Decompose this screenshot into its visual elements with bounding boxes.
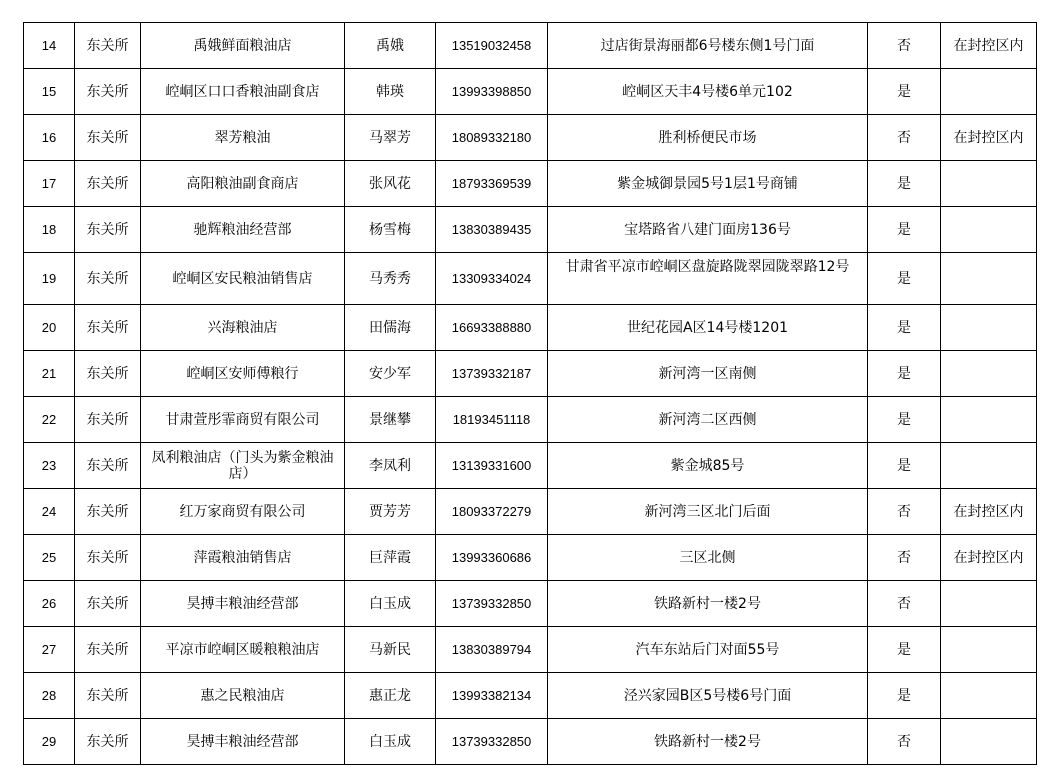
cell-row-number: 16 bbox=[24, 115, 75, 161]
table-row bbox=[24, 627, 1037, 673]
cell-shop-name: 惠之民粮油店 bbox=[141, 673, 345, 719]
cell-note bbox=[941, 397, 1037, 443]
table-row bbox=[24, 207, 1037, 253]
cell-unit: 东关所 bbox=[75, 443, 141, 489]
cell-contact-person: 惠正龙 bbox=[345, 673, 436, 719]
cell-row-number: 17 bbox=[24, 161, 75, 207]
shops-table bbox=[23, 22, 1037, 765]
table-row bbox=[24, 397, 1037, 443]
cell-unit: 东关所 bbox=[75, 207, 141, 253]
cell-row-number: 29 bbox=[24, 719, 75, 765]
cell-row-number: 28 bbox=[24, 673, 75, 719]
cell-unit: 东关所 bbox=[75, 489, 141, 535]
cell-phone: 13993398850 bbox=[436, 69, 548, 115]
cell-shop-name: 崆峒区口口香粮油副食店 bbox=[141, 69, 345, 115]
cell-phone: 13309334024 bbox=[436, 253, 548, 305]
cell-contact-person: 巨萍霞 bbox=[345, 535, 436, 581]
cell-phone: 13830389794 bbox=[436, 627, 548, 673]
cell-contact-person: 白玉成 bbox=[345, 719, 436, 765]
cell-open-status: 否 bbox=[868, 535, 941, 581]
cell-contact-person: 安少军 bbox=[345, 351, 436, 397]
cell-shop-name: 平凉市崆峒区暖粮粮油店 bbox=[141, 627, 345, 673]
cell-open-status: 是 bbox=[868, 69, 941, 115]
cell-row-number: 27 bbox=[24, 627, 75, 673]
cell-open-status: 否 bbox=[868, 489, 941, 535]
cell-contact-person: 白玉成 bbox=[345, 581, 436, 627]
table-row bbox=[24, 305, 1037, 351]
cell-unit: 东关所 bbox=[75, 351, 141, 397]
cell-contact-person: 田儒海 bbox=[345, 305, 436, 351]
cell-unit: 东关所 bbox=[75, 719, 141, 765]
cell-phone: 16693388880 bbox=[436, 305, 548, 351]
cell-address: 紫金城85号 bbox=[548, 443, 868, 489]
cell-shop-name: 禹娥鲜面粮油店 bbox=[141, 23, 345, 69]
cell-shop-name: 翠芳粮油 bbox=[141, 115, 345, 161]
cell-phone: 13993382134 bbox=[436, 673, 548, 719]
table-row bbox=[24, 535, 1037, 581]
cell-unit: 东关所 bbox=[75, 535, 141, 581]
cell-note bbox=[941, 673, 1037, 719]
cell-shop-name: 昊搏丰粮油经营部 bbox=[141, 581, 345, 627]
table-row bbox=[24, 443, 1037, 489]
cell-open-status: 是 bbox=[868, 351, 941, 397]
cell-open-status: 否 bbox=[868, 115, 941, 161]
cell-row-number: 26 bbox=[24, 581, 75, 627]
cell-open-status: 否 bbox=[868, 581, 941, 627]
cell-note bbox=[941, 443, 1037, 489]
cell-row-number: 15 bbox=[24, 69, 75, 115]
cell-shop-name: 凤利粮油店（门头为紫金粮油店） bbox=[141, 443, 345, 489]
cell-shop-name: 昊搏丰粮油经营部 bbox=[141, 719, 345, 765]
table-row bbox=[24, 161, 1037, 207]
table-row bbox=[24, 69, 1037, 115]
cell-shop-name: 甘肃萱彤霏商贸有限公司 bbox=[141, 397, 345, 443]
cell-address: 甘肃省平凉市崆峒区盘旋路陇翠园陇翠路12号 bbox=[548, 253, 868, 305]
cell-row-number: 23 bbox=[24, 443, 75, 489]
cell-open-status: 是 bbox=[868, 161, 941, 207]
cell-note: 在封控区内 bbox=[941, 489, 1037, 535]
cell-row-number: 21 bbox=[24, 351, 75, 397]
cell-address: 世纪花园A区14号楼1201 bbox=[548, 305, 868, 351]
cell-contact-person: 马秀秀 bbox=[345, 253, 436, 305]
cell-phone: 18793369539 bbox=[436, 161, 548, 207]
table-row bbox=[24, 351, 1037, 397]
cell-note bbox=[941, 207, 1037, 253]
cell-note bbox=[941, 627, 1037, 673]
cell-address: 泾兴家园B区5号楼6号门面 bbox=[548, 673, 868, 719]
cell-phone: 18093372279 bbox=[436, 489, 548, 535]
cell-open-status: 否 bbox=[868, 23, 941, 69]
cell-open-status: 是 bbox=[868, 397, 941, 443]
cell-row-number: 19 bbox=[24, 253, 75, 305]
cell-note: 在封控区内 bbox=[941, 535, 1037, 581]
cell-address: 铁路新村一楼2号 bbox=[548, 719, 868, 765]
cell-row-number: 22 bbox=[24, 397, 75, 443]
cell-unit: 东关所 bbox=[75, 305, 141, 351]
cell-address: 新河湾二区西侧 bbox=[548, 397, 868, 443]
cell-unit: 东关所 bbox=[75, 581, 141, 627]
cell-unit: 东关所 bbox=[75, 115, 141, 161]
cell-phone: 13739332187 bbox=[436, 351, 548, 397]
cell-note bbox=[941, 305, 1037, 351]
cell-address: 胜利桥便民市场 bbox=[548, 115, 868, 161]
cell-row-number: 25 bbox=[24, 535, 75, 581]
table-row bbox=[24, 673, 1037, 719]
cell-address: 汽车东站后门对面55号 bbox=[548, 627, 868, 673]
cell-shop-name: 高阳粮油副食商店 bbox=[141, 161, 345, 207]
cell-address: 新河湾一区南侧 bbox=[548, 351, 868, 397]
cell-shop-name: 驰辉粮油经营部 bbox=[141, 207, 345, 253]
cell-contact-person: 李凤利 bbox=[345, 443, 436, 489]
cell-shop-name: 崆峒区安民粮油销售店 bbox=[141, 253, 345, 305]
cell-contact-person: 禹娥 bbox=[345, 23, 436, 69]
cell-note: 在封控区内 bbox=[941, 115, 1037, 161]
cell-row-number: 24 bbox=[24, 489, 75, 535]
cell-note bbox=[941, 69, 1037, 115]
cell-open-status: 否 bbox=[868, 719, 941, 765]
cell-contact-person: 马新民 bbox=[345, 627, 436, 673]
cell-open-status: 是 bbox=[868, 443, 941, 489]
table-row bbox=[24, 719, 1037, 765]
cell-unit: 东关所 bbox=[75, 23, 141, 69]
table-row bbox=[24, 581, 1037, 627]
cell-open-status: 是 bbox=[868, 207, 941, 253]
cell-shop-name: 萍霞粮油销售店 bbox=[141, 535, 345, 581]
table-body bbox=[24, 23, 1037, 765]
cell-contact-person: 马翠芳 bbox=[345, 115, 436, 161]
cell-address: 崆峒区天丰4号楼6单元102 bbox=[548, 69, 868, 115]
cell-address: 铁路新村一楼2号 bbox=[548, 581, 868, 627]
cell-note bbox=[941, 719, 1037, 765]
cell-contact-person: 杨雪梅 bbox=[345, 207, 436, 253]
cell-contact-person: 张风花 bbox=[345, 161, 436, 207]
cell-shop-name: 崆峒区安师傅粮行 bbox=[141, 351, 345, 397]
cell-unit: 东关所 bbox=[75, 161, 141, 207]
cell-shop-name: 兴海粮油店 bbox=[141, 305, 345, 351]
cell-note bbox=[941, 351, 1037, 397]
cell-open-status: 是 bbox=[868, 673, 941, 719]
table-row bbox=[24, 489, 1037, 535]
cell-phone: 13139331600 bbox=[436, 443, 548, 489]
cell-unit: 东关所 bbox=[75, 627, 141, 673]
cell-phone: 18193451118 bbox=[436, 397, 548, 443]
cell-address: 三区北侧 bbox=[548, 535, 868, 581]
cell-note: 在封控区内 bbox=[941, 23, 1037, 69]
cell-contact-person: 景继攀 bbox=[345, 397, 436, 443]
cell-address: 新河湾三区北门后面 bbox=[548, 489, 868, 535]
cell-note bbox=[941, 253, 1037, 305]
cell-phone: 13739332850 bbox=[436, 581, 548, 627]
cell-row-number: 20 bbox=[24, 305, 75, 351]
cell-row-number: 18 bbox=[24, 207, 75, 253]
cell-contact-person: 贾芳芳 bbox=[345, 489, 436, 535]
cell-open-status: 是 bbox=[868, 253, 941, 305]
cell-open-status: 是 bbox=[868, 627, 941, 673]
cell-address: 宝塔路省八建门面房136号 bbox=[548, 207, 868, 253]
cell-phone: 13519032458 bbox=[436, 23, 548, 69]
cell-phone: 18089332180 bbox=[436, 115, 548, 161]
cell-open-status: 是 bbox=[868, 305, 941, 351]
cell-shop-name: 红万家商贸有限公司 bbox=[141, 489, 345, 535]
cell-unit: 东关所 bbox=[75, 673, 141, 719]
cell-phone: 13993360686 bbox=[436, 535, 548, 581]
cell-phone: 13830389435 bbox=[436, 207, 548, 253]
table-row bbox=[24, 253, 1037, 305]
cell-unit: 东关所 bbox=[75, 397, 141, 443]
cell-address: 紫金城御景园5号1层1号商铺 bbox=[548, 161, 868, 207]
cell-contact-person: 韩瑛 bbox=[345, 69, 436, 115]
cell-unit: 东关所 bbox=[75, 69, 141, 115]
table-row bbox=[24, 115, 1037, 161]
cell-row-number: 14 bbox=[24, 23, 75, 69]
cell-phone: 13739332850 bbox=[436, 719, 548, 765]
cell-unit: 东关所 bbox=[75, 253, 141, 305]
table-row bbox=[24, 23, 1037, 69]
cell-address: 过店街景海丽都6号楼东侧1号门面 bbox=[548, 23, 868, 69]
cell-note bbox=[941, 581, 1037, 627]
cell-note bbox=[941, 161, 1037, 207]
